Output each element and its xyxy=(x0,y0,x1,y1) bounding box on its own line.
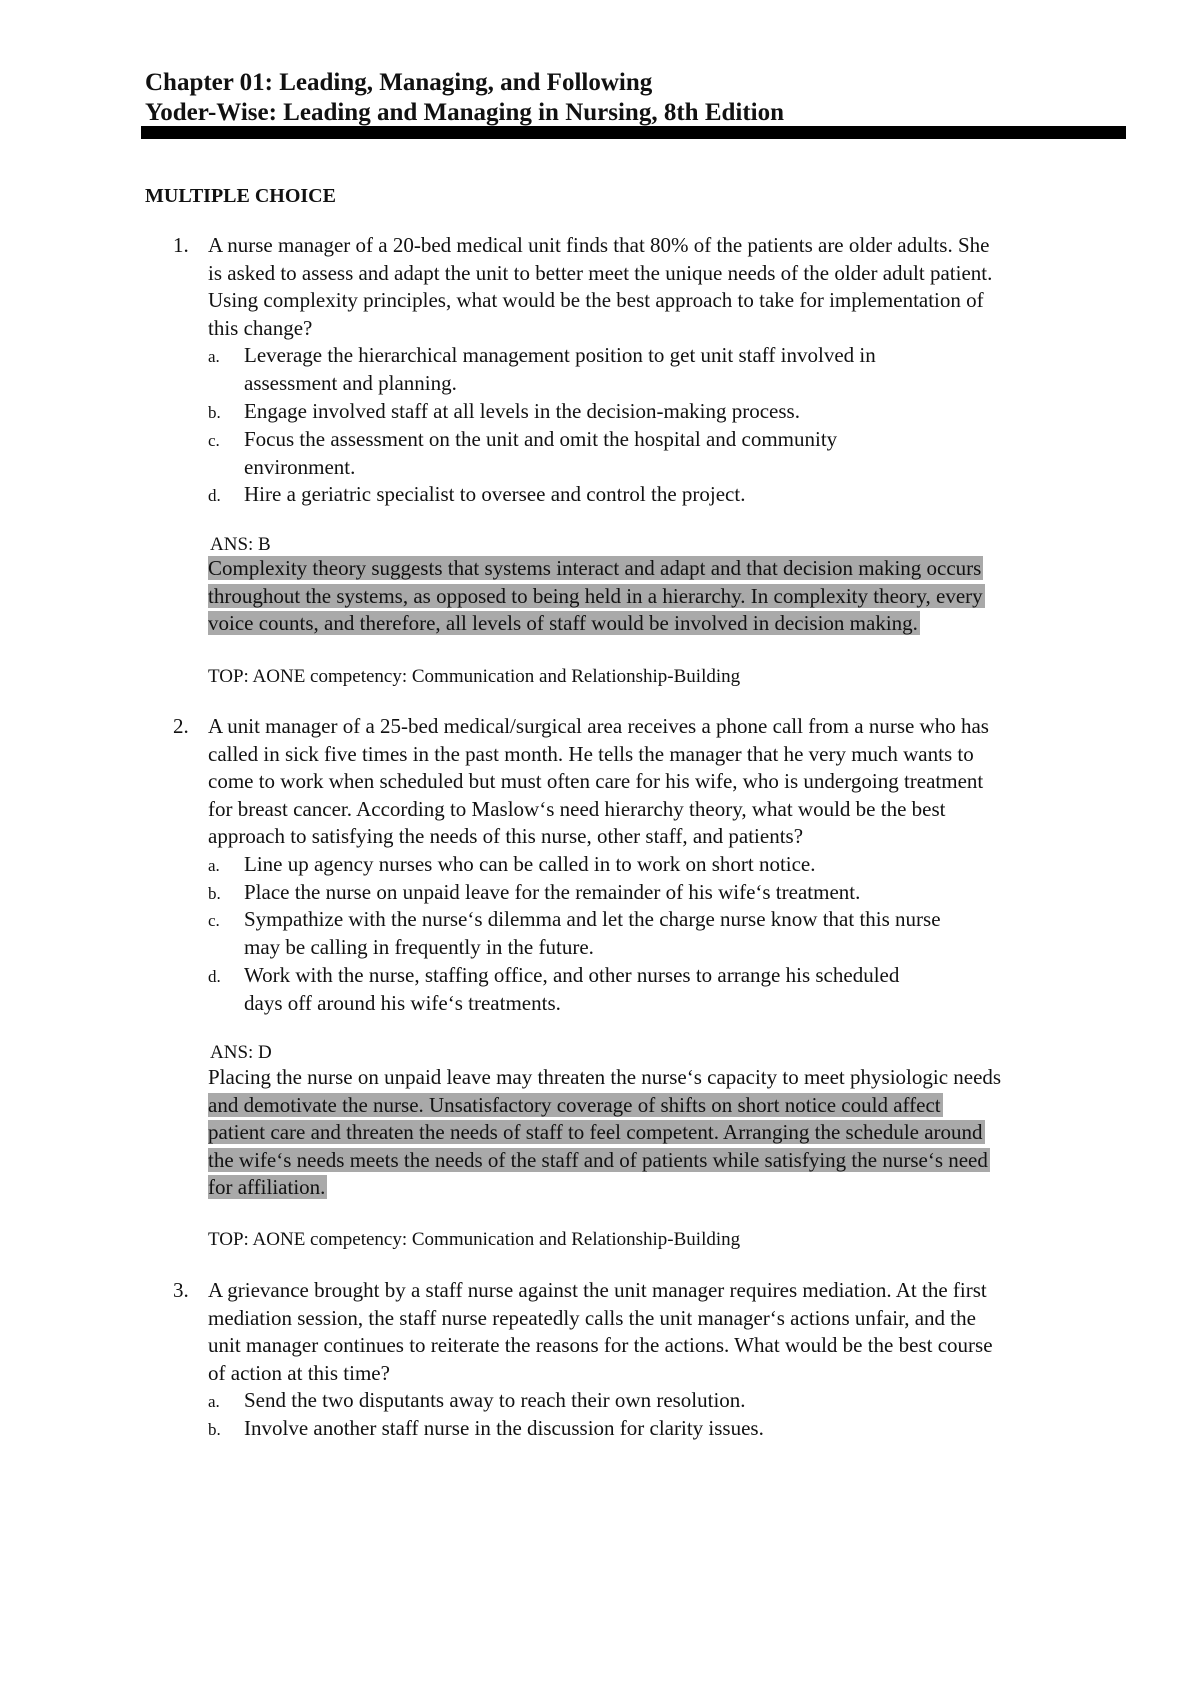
section-title: MULTIPLE CHOICE xyxy=(145,185,336,207)
rationale-line: and demotivate the nurse. Unsatisfactory coverage of shifts on short notice could affect xyxy=(208,1092,941,1117)
question-number: 1. xyxy=(173,233,189,257)
option-letter: a. xyxy=(208,856,220,875)
option-line: Engage involved staff at all levels in the decision-making process. xyxy=(244,399,800,423)
option-line: Focus the assessment on the unit and omit the hospital and community xyxy=(244,427,838,451)
question-number: 2. xyxy=(173,714,189,738)
option-line: Place the nurse on unpaid leave for the remainder of his wife‘s treatment. xyxy=(244,880,861,904)
option-letter: b. xyxy=(208,884,221,903)
option-line: Line up agency nurses who can be called in to work on short notice. xyxy=(244,852,816,876)
rationale-line: voice counts, and therefore, all levels of staff would be involved in decision making. xyxy=(208,611,918,635)
rationale-line: throughout the systems, as opposed to being held in a hierarchy. In complexity theory, every xyxy=(208,583,983,608)
stem-line: A grievance brought by a staff nurse against the unit manager requires mediation. At the first xyxy=(208,1278,987,1302)
stem-line: unit manager continues to reiterate the reasons for the actions. What would be the best course xyxy=(208,1333,993,1357)
option-line: assessment and planning. xyxy=(244,370,457,395)
stem-line: A unit manager of a 25-bed medical/surgical area receives a phone call from a nurse who has xyxy=(208,714,989,738)
header-rule xyxy=(141,126,1126,139)
stem-line: of action at this time? xyxy=(208,1360,390,1385)
stem-line: Using complexity principles, what would be the best approach to take for implementation of xyxy=(208,288,984,312)
rationale-line: for affiliation. xyxy=(208,1175,326,1199)
option-line: may be calling in frequently in the future. xyxy=(244,934,594,959)
topic-line: TOP: AONE competency: Communication and Relationship-Building xyxy=(208,666,741,687)
rationale-line: patient care and threaten the needs of staff to feel competent. Arranging the schedule around xyxy=(208,1120,983,1144)
option-letter: b. xyxy=(208,1420,221,1439)
stem-line: this change? xyxy=(208,315,313,340)
option-letter: a. xyxy=(208,347,220,366)
question-stem xyxy=(208,713,1108,851)
rationale-line: the wife‘s needs meets the needs of the staff and of patients while satisfying the nurse‘s need xyxy=(208,1147,988,1172)
option-line: Send the two disputants away to reach their own resolution. xyxy=(244,1388,746,1412)
option-line: Leverage the hierarchical management position to get unit staff involved in xyxy=(244,343,876,367)
question-stem xyxy=(208,232,1108,342)
option-letter: c. xyxy=(208,911,220,930)
rationale xyxy=(208,1064,1128,1202)
option-letter: a. xyxy=(208,1392,220,1411)
option-line: Hire a geriatric specialist to oversee and control the project. xyxy=(244,482,746,506)
document-header xyxy=(145,68,1125,128)
topic-line: TOP: AONE competency: Communication and Relationship-Building xyxy=(208,1229,741,1250)
rationale xyxy=(208,555,1128,638)
option-line: days off around his wife‘s treatments. xyxy=(244,990,561,1015)
stem-line: come to work when scheduled but must often care for his wife, who is undergoing treatment xyxy=(208,769,984,793)
option-letter: b. xyxy=(208,403,221,422)
stem-line: approach to satisfying the needs of this nurse, other staff, and patients? xyxy=(208,824,804,848)
option-line: Involve another staff nurse in the discussion for clarity issues. xyxy=(244,1416,764,1440)
chapter-title: Chapter 01: Leading, Managing, and Following xyxy=(145,69,653,96)
stem-line: called in sick five times in the past month. He tells the manager that he very much wants to xyxy=(208,741,974,766)
stem-line: mediation session, the staff nurse repeatedly calls the unit manager‘s actions unfair, and the xyxy=(208,1305,976,1330)
stem-line: for breast cancer. According to Maslow‘s need hierarchy theory, what would be the best xyxy=(208,796,946,821)
book-title: Yoder-Wise: Leading and Managing in Nursing, 8th Edition xyxy=(145,99,785,126)
option-line: Sympathize with the nurse‘s dilemma and let the charge nurse know that this nurse xyxy=(244,907,941,931)
option-line: environment. xyxy=(244,454,356,479)
question-stem xyxy=(208,1277,1108,1387)
option-line: Work with the nurse, staffing office, and other nurses to arrange his scheduled xyxy=(244,963,900,987)
option-letter: d. xyxy=(208,967,221,986)
stem-line: is asked to assess and adapt the unit to better meet the unique needs of the older adult patient. xyxy=(208,260,993,285)
answer-label: ANS: B xyxy=(210,534,271,555)
stem-line: A nurse manager of a 20-bed medical unit finds that 80% of the patients are older adults. She xyxy=(208,233,990,257)
rationale-line: Complexity theory suggests that systems interact and adapt and that decision making occurs xyxy=(208,556,982,580)
rationale-line: Placing the nurse on unpaid leave may threaten the nurse‘s capacity to meet physiologic needs xyxy=(208,1065,1002,1089)
option-letter: d. xyxy=(208,486,221,505)
question-number: 3. xyxy=(173,1278,189,1302)
answer-label: ANS: D xyxy=(210,1042,272,1063)
option-letter: c. xyxy=(208,431,220,450)
